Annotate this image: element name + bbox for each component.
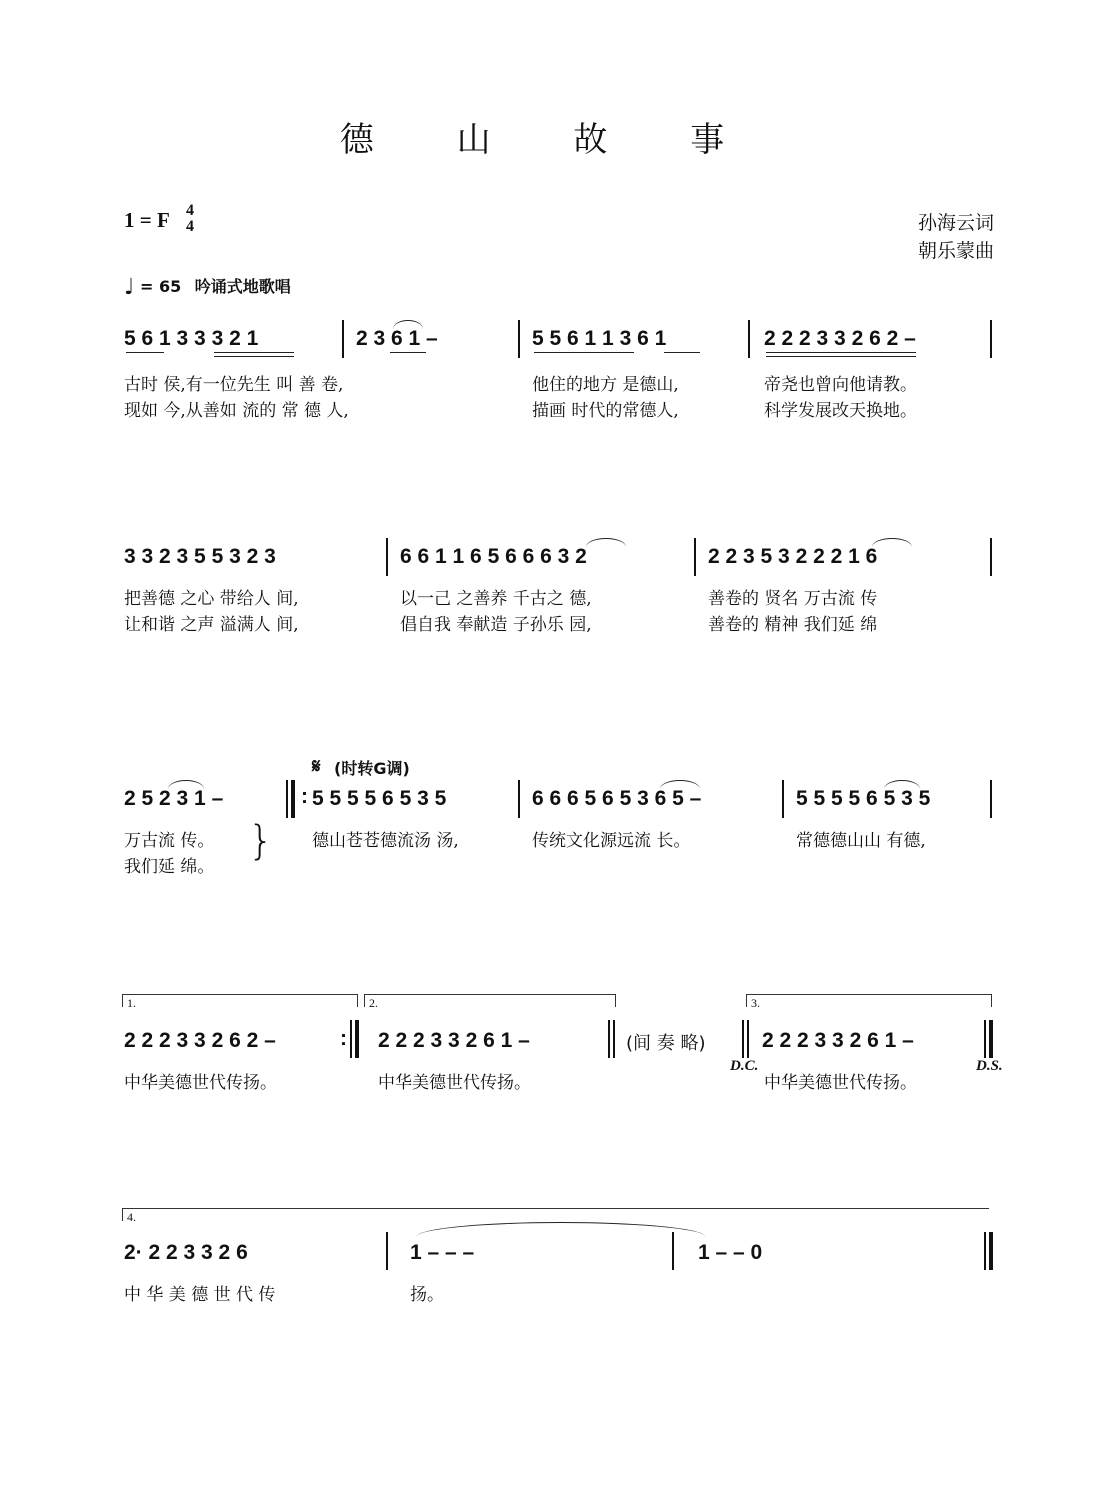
barline	[518, 320, 520, 358]
repeat-end-thin-bar	[350, 1020, 352, 1058]
measure-15-notes: 2· 2 2 3 3 2 6	[124, 1241, 248, 1264]
measure-1-notes: 5 6 1 3 3 3 2 1	[124, 327, 259, 350]
composer-credit: 朝乐蒙曲	[917, 240, 994, 262]
measure-10-notes: 6 6 6 5 6 5 3 6 5 –	[532, 787, 702, 810]
lyric-line-2a: 让和谐 之声 溢满人 间,	[124, 615, 299, 635]
measure-4-notes: 2 2 2 3 3 2 6 2 –	[764, 327, 916, 350]
tempo-value: = 65	[139, 277, 182, 296]
lyric-line-2b: 描画 时代的常德人,	[532, 401, 679, 421]
volta-label: 2.	[369, 996, 378, 1010]
beam-line	[126, 352, 164, 353]
beam-line	[766, 352, 916, 353]
measure-3-notes: 5 5 6 1 1 3 6 1	[532, 327, 667, 350]
volta-bracket-4	[122, 1208, 989, 1224]
double-barline	[613, 1020, 615, 1058]
measure-5-notes: 3 3 2 3 5 5 3 2 3	[124, 545, 276, 568]
measure-7-notes: 2 2 3 5 3 2 2 2 1 6	[708, 545, 878, 568]
repeat-dots: :	[301, 785, 308, 808]
barline	[748, 320, 750, 358]
beam-line	[214, 352, 294, 353]
interlude-note: (间 奏 略)	[626, 1033, 706, 1054]
measure-12-notes: 2 2 2 3 3 2 6 2 –	[124, 1029, 276, 1052]
volta-bracket-2	[364, 994, 616, 1010]
tempo-marking	[124, 274, 291, 300]
lyric-line-2a: 现如 今,从善如 流的 常 德 人,	[124, 401, 349, 421]
measure-14-notes: 2 2 2 3 3 2 6 1 –	[762, 1029, 914, 1052]
lyric-line-2b: 倡自我 奉献造 子孙乐 园,	[400, 615, 592, 635]
lyric-line-2a: 我们延 绵。	[124, 857, 215, 877]
beam-line	[390, 352, 426, 353]
repeat-start-thin-bar	[286, 780, 288, 818]
lyric-line-1a: 古时 侯,有一位先生 叫 善 卷,	[124, 375, 344, 395]
measure-8-notes: 2 5 2 3 1 –	[124, 787, 224, 810]
final-barline-thick	[989, 1232, 993, 1270]
beam-line	[766, 356, 916, 357]
slur-mark	[884, 780, 920, 789]
barline	[386, 538, 388, 576]
quarter-note-icon: ♩	[124, 275, 135, 300]
time-signature-bottom: 4	[186, 218, 194, 235]
beam-line	[214, 356, 294, 357]
measure-13-notes: 2 2 2 3 3 2 6 1 –	[378, 1029, 530, 1052]
repeat-end-thick-bar	[355, 1020, 359, 1058]
time-signature-top: 4	[186, 202, 194, 219]
lyric-line-1b: 他住的地方 是德山,	[532, 375, 679, 395]
repeat-start-thick-bar	[291, 780, 295, 818]
measure-2-notes: 2 3 6 1 –	[356, 327, 438, 350]
volta-bracket-1	[122, 994, 358, 1010]
double-barline	[747, 1020, 749, 1058]
barline	[386, 1232, 388, 1270]
lyric-line-1a: 万古流 传。	[124, 831, 215, 851]
measure-17-notes: 1 – – 0	[698, 1241, 763, 1264]
barline	[990, 780, 992, 818]
volta-label: 4.	[127, 1210, 136, 1224]
key-signature: 1 = F	[124, 208, 170, 232]
final-barline-thin	[984, 1020, 986, 1058]
beam-line	[664, 352, 700, 353]
beam-line	[534, 352, 634, 353]
slur-mark	[393, 320, 423, 329]
lyricist-credit: 孙海云词	[917, 212, 994, 234]
volta-label: 3.	[751, 996, 760, 1010]
lyric-line-1b: 以一己 之善养 千古之 德,	[400, 589, 592, 609]
lyric-line-1a: 把善德 之心 带给人 间,	[124, 589, 299, 609]
brace-icon: }	[248, 818, 274, 864]
volta-bracket-3	[746, 994, 992, 1010]
final-barline-thin	[984, 1232, 986, 1270]
double-barline	[742, 1020, 744, 1058]
slur-mark	[586, 538, 626, 547]
dc-marker: D.C.	[730, 1058, 759, 1074]
barline	[782, 780, 784, 818]
lyric-line-c: 传统文化源远流 长。	[532, 831, 691, 851]
lyric-line-1c: 帝尧也曾向他请教。	[764, 375, 917, 395]
slur-mark	[168, 780, 204, 789]
measure-6-notes: 6 6 1 1 6 5 6 6 6 3 2	[400, 545, 587, 568]
slur-mark	[872, 538, 912, 547]
time-signature	[186, 203, 194, 235]
barline	[990, 538, 992, 576]
lyric-line-2c: 善卷的 精神 我们延 绵	[708, 615, 878, 635]
lyric-line-2c: 科学发展改天换地。	[764, 401, 917, 421]
tie-mark	[416, 1222, 706, 1237]
lyric-line-b: 德山苍苍德流汤 汤,	[312, 831, 459, 851]
barline	[990, 320, 992, 358]
lyric-line-a: 中华美德世代传扬。	[124, 1073, 277, 1093]
barline	[694, 538, 696, 576]
barline	[672, 1232, 674, 1270]
measure-16-notes: 1 – – –	[410, 1241, 475, 1264]
barline	[518, 780, 520, 818]
volta-label: 1.	[127, 996, 136, 1010]
measure-11-notes: 5 5 5 5 6 5 3 5	[796, 787, 931, 810]
final-barline-thick	[989, 1020, 993, 1058]
modulation-note: (时转G调)	[334, 759, 410, 778]
slur-mark	[660, 780, 700, 789]
measure-9-notes: 5 5 5 5 6 5 3 5	[312, 787, 447, 810]
lyric-line-b: 扬。	[410, 1285, 444, 1305]
lyric-line-a: 中 华 美 德 世 代 传	[124, 1285, 276, 1305]
lyric-line-c: 中华美德世代传扬。	[764, 1073, 917, 1093]
barline	[342, 320, 344, 358]
lyric-line-d: 常德德山山 有德,	[796, 831, 926, 851]
ds-marker: D.S.	[976, 1058, 1003, 1074]
lyric-line-1c: 善卷的 贤名 万古流 传	[708, 589, 878, 609]
double-barline	[608, 1020, 610, 1058]
repeat-end-dots: :	[340, 1027, 347, 1050]
tempo-expression: 吟诵式地歌唱	[194, 277, 291, 296]
page-title: 德 山 故 事	[339, 120, 761, 160]
lyric-line-b: 中华美德世代传扬。	[378, 1073, 531, 1093]
segno-icon: 𝄋	[312, 754, 321, 778]
